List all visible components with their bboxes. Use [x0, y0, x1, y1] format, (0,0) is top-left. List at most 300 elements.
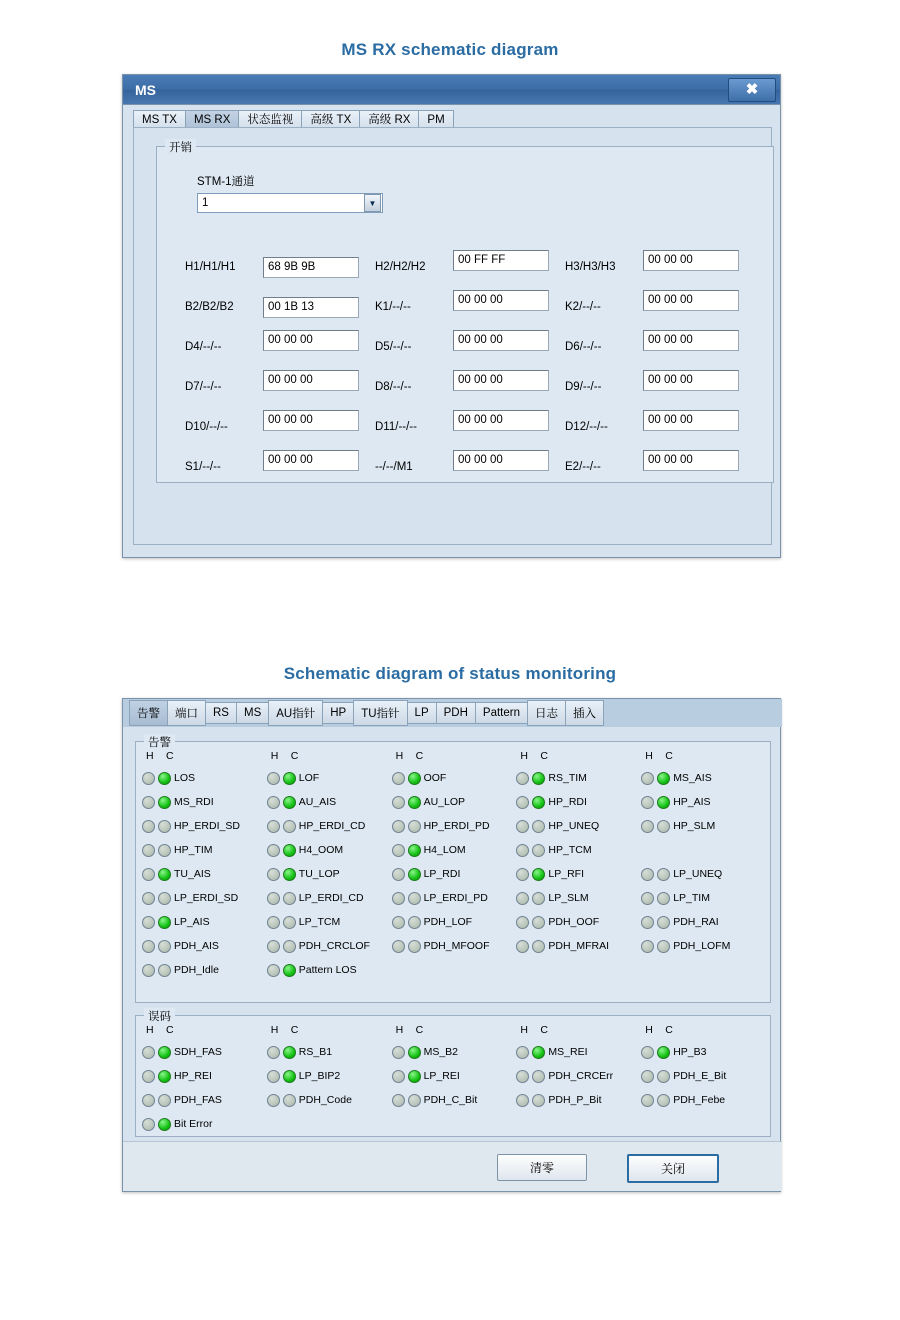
overhead-value[interactable]: 00 00 00 — [263, 450, 359, 471]
current-led-icon — [408, 1070, 421, 1083]
tab-advanced-tx[interactable]: 高级 TX — [301, 110, 360, 131]
header-c: C — [166, 750, 174, 762]
current-led-icon — [283, 964, 296, 977]
led-cell — [641, 868, 766, 881]
led-label: HP_AIS — [673, 796, 711, 808]
led-cell — [641, 1046, 766, 1059]
overhead-value[interactable]: 00 1B 13 — [263, 297, 359, 318]
current-led-icon — [158, 868, 171, 881]
led-label: HP_TCM — [548, 844, 592, 856]
overhead-label: B2/B2/B2 — [185, 301, 234, 313]
error-led-grid — [142, 1024, 766, 1136]
overhead-label: D8/--/-- — [375, 381, 412, 393]
current-led-icon — [283, 940, 296, 953]
overhead-value[interactable]: 00 00 00 — [453, 290, 549, 311]
overhead-row — [185, 447, 755, 487]
header-c: C — [415, 1024, 424, 1036]
overhead-row — [185, 407, 755, 447]
led-row — [142, 1088, 766, 1112]
current-led-icon — [283, 1046, 296, 1059]
history-led-icon — [516, 844, 529, 857]
current-led-icon — [657, 940, 670, 953]
history-led-icon — [142, 1118, 155, 1131]
led-label: TU_AIS — [174, 868, 211, 880]
current-led-icon — [158, 820, 171, 833]
led-label: LP_ERDI_PD — [423, 892, 488, 904]
led-cell — [516, 772, 641, 785]
history-led-icon — [142, 844, 155, 857]
led-row — [142, 886, 766, 910]
led-column-header — [142, 750, 267, 766]
tab-insert[interactable]: 插入 — [565, 700, 604, 726]
history-led-icon — [392, 1070, 405, 1083]
stm-channel-label: STM-1通道 — [197, 176, 255, 188]
overhead-value[interactable]: 00 00 00 — [453, 410, 549, 431]
overhead-groupbox — [156, 142, 774, 483]
led-label: AU_LOP — [423, 796, 466, 808]
led-column-header — [142, 1024, 267, 1040]
current-led-icon — [532, 892, 545, 905]
led-label: HP_RDI — [548, 796, 587, 808]
header-c: C — [290, 1024, 299, 1036]
current-led-icon — [283, 772, 296, 785]
ms-rx-titlebar — [123, 75, 780, 105]
error-groupbox — [135, 1011, 771, 1137]
led-cell — [142, 1070, 267, 1083]
header-h: H — [645, 1024, 653, 1036]
history-led-icon — [641, 1070, 654, 1083]
overhead-value[interactable]: 00 00 00 — [263, 330, 359, 351]
history-led-icon — [267, 844, 280, 857]
current-led-icon — [657, 1070, 670, 1083]
overhead-field-d6 — [565, 330, 755, 365]
current-led-icon — [532, 844, 545, 857]
tab-alarm[interactable]: 告警 — [129, 700, 168, 726]
led-row — [142, 814, 766, 838]
history-led-icon — [267, 868, 280, 881]
led-label: LP_TCM — [298, 916, 341, 928]
tab-status-monitor[interactable]: 状态监视 — [238, 110, 302, 131]
current-led-icon — [657, 796, 670, 809]
current-led-icon — [158, 1070, 171, 1083]
led-cell — [392, 1046, 517, 1059]
led-cell — [516, 1046, 641, 1059]
led-row — [142, 1040, 766, 1064]
tab-hp[interactable]: HP — [322, 702, 354, 724]
history-led-icon — [641, 1046, 654, 1059]
led-label: RS_B1 — [298, 1046, 333, 1058]
led-cell — [267, 1094, 392, 1107]
overhead-field-d5 — [375, 330, 565, 365]
led-label: SDH_FAS — [174, 1046, 222, 1058]
status-footer — [123, 1141, 782, 1191]
overhead-label: E2/--/-- — [565, 461, 601, 473]
led-cell — [267, 772, 392, 785]
led-cell — [142, 892, 267, 905]
status-caption: Schematic diagram of status monitoring — [283, 664, 617, 683]
current-led-icon — [532, 940, 545, 953]
led-label: MS_RDI — [174, 796, 214, 808]
led-column-header — [267, 1024, 392, 1040]
clear-button[interactable]: 清零 — [497, 1154, 587, 1181]
led-cell — [392, 844, 517, 857]
led-column-header — [641, 750, 766, 766]
history-led-icon — [516, 892, 529, 905]
chevron-down-icon[interactable]: ▼ — [364, 194, 381, 212]
led-cell — [392, 772, 517, 785]
current-led-icon — [158, 844, 171, 857]
led-cell — [267, 940, 392, 953]
ms-rx-dialog — [122, 74, 781, 558]
overhead-group-label: 开销 — [165, 139, 196, 155]
header-h: H — [520, 750, 528, 762]
current-led-icon — [657, 1046, 670, 1059]
current-led-icon — [532, 1094, 545, 1107]
led-cell — [142, 1046, 267, 1059]
overhead-label: --/--/M1 — [375, 461, 413, 473]
current-led-icon — [532, 868, 545, 881]
tab-lp[interactable]: LP — [407, 702, 437, 724]
history-led-icon — [142, 796, 155, 809]
overhead-label: K2/--/-- — [565, 301, 601, 313]
overhead-field-d8 — [375, 370, 565, 405]
led-cell — [641, 796, 766, 809]
overhead-value[interactable]: 00 00 00 — [643, 250, 739, 271]
history-led-icon — [267, 820, 280, 833]
led-cell — [641, 940, 766, 953]
overhead-field-s1 — [185, 450, 375, 485]
history-led-icon — [267, 892, 280, 905]
header-h: H — [146, 1024, 154, 1036]
led-row — [142, 910, 766, 934]
status-tabstrip — [123, 699, 782, 727]
error-group-label: 误码 — [144, 1008, 175, 1024]
current-led-icon — [158, 1046, 171, 1059]
led-label: LP_RFI — [548, 868, 584, 880]
overhead-label: D9/--/-- — [565, 381, 602, 393]
current-led-icon — [657, 820, 670, 833]
tab-ms-rx[interactable]: MS RX — [185, 110, 239, 131]
tab-pdh[interactable]: PDH — [436, 702, 476, 724]
current-led-icon — [532, 1046, 545, 1059]
led-label: PDH_E_Bit — [673, 1070, 727, 1082]
current-led-icon — [657, 1094, 670, 1107]
tab-ms[interactable]: MS — [236, 702, 269, 724]
history-led-icon — [516, 868, 529, 881]
led-row — [142, 838, 766, 862]
led-cell — [516, 844, 641, 857]
led-cell — [641, 1094, 766, 1107]
led-label: LP_ERDI_SD — [174, 892, 239, 904]
msrx-caption: MS RX schematic diagram — [341, 40, 559, 59]
history-led-icon — [641, 796, 654, 809]
overhead-value[interactable]: 00 00 00 — [643, 290, 739, 311]
history-led-icon — [516, 820, 529, 833]
history-led-icon — [516, 1070, 529, 1083]
led-cell — [392, 1094, 517, 1107]
led-cell — [516, 1070, 641, 1083]
led-cell — [392, 820, 517, 833]
led-cell — [392, 916, 517, 929]
led-label: LP_AIS — [174, 916, 210, 928]
close-icon[interactable]: ✖ — [728, 78, 776, 102]
history-led-icon — [142, 964, 155, 977]
led-cell — [392, 892, 517, 905]
led-label: MS_REI — [548, 1046, 588, 1058]
led-cell — [516, 916, 641, 929]
overhead-field-h2 — [375, 250, 565, 285]
current-led-icon — [408, 1094, 421, 1107]
led-column-header — [641, 1024, 766, 1040]
history-led-icon — [392, 868, 405, 881]
history-led-icon — [267, 1094, 280, 1107]
led-label: H4_LOM — [423, 844, 466, 856]
current-led-icon — [158, 1094, 171, 1107]
header-h: H — [395, 1024, 404, 1036]
led-cell — [267, 916, 392, 929]
overhead-label: H1/H1/H1 — [185, 261, 236, 273]
led-label: HP_ERDI_CD — [298, 820, 366, 832]
tab-rs[interactable]: RS — [205, 702, 237, 724]
history-led-icon — [516, 940, 529, 953]
overhead-row — [185, 367, 755, 407]
led-cell — [641, 892, 766, 905]
led-cell — [142, 796, 267, 809]
header-h: H — [270, 1024, 279, 1036]
led-cell — [267, 964, 392, 977]
led-label: PDH_MFRAI — [548, 940, 610, 952]
tab-ms-tx[interactable]: MS TX — [133, 110, 186, 131]
history-led-icon — [641, 916, 654, 929]
led-cell — [641, 820, 766, 833]
overhead-field-e2 — [565, 450, 755, 485]
overhead-value[interactable]: 00 00 00 — [263, 370, 359, 391]
current-led-icon — [158, 772, 171, 785]
tab-pattern[interactable]: Pattern — [475, 702, 528, 724]
current-led-icon — [532, 1070, 545, 1083]
led-column-header — [392, 750, 517, 766]
led-label: PDH_OOF — [548, 916, 600, 928]
history-led-icon — [267, 772, 280, 785]
led-row — [142, 1064, 766, 1088]
led-label: LP_BIP2 — [298, 1070, 341, 1082]
current-led-icon — [657, 892, 670, 905]
led-cell — [142, 772, 267, 785]
led-label: LP_REI — [423, 1070, 460, 1082]
led-column-header — [516, 750, 641, 766]
history-led-icon — [641, 940, 654, 953]
led-cell — [267, 1070, 392, 1083]
led-label: MS_AIS — [673, 772, 712, 784]
close-button[interactable]: 关闭 — [627, 1154, 719, 1183]
history-led-icon — [267, 916, 280, 929]
header-h: H — [270, 750, 279, 762]
overhead-field-h3 — [565, 250, 755, 285]
led-label: TU_LOP — [298, 868, 340, 880]
overhead-value[interactable]: 68 9B 9B — [263, 257, 359, 278]
overhead-value[interactable]: 00 00 00 — [643, 330, 739, 351]
overhead-value[interactable]: 00 00 00 — [643, 370, 739, 391]
history-led-icon — [641, 772, 654, 785]
led-label: LP_UNEQ — [673, 868, 723, 880]
overhead-value[interactable]: 00 00 00 — [643, 410, 739, 431]
led-label: HP_B3 — [673, 1046, 707, 1058]
tab-log[interactable]: 日志 — [527, 700, 566, 726]
history-led-icon — [641, 820, 654, 833]
current-led-icon — [408, 940, 421, 953]
led-cell — [392, 1070, 517, 1083]
tab-advanced-rx[interactable]: 高级 RX — [359, 110, 419, 131]
led-label: HP_UNEQ — [548, 820, 600, 832]
tab-tu-pointer[interactable]: TU指针 — [353, 700, 407, 726]
current-led-icon — [532, 772, 545, 785]
overhead-field-m1 — [375, 450, 565, 485]
overhead-field-k1 — [375, 290, 565, 325]
led-cell — [392, 868, 517, 881]
current-led-icon — [158, 964, 171, 977]
tab-au-pointer[interactable]: AU指针 — [268, 700, 323, 726]
overhead-label: D11/--/-- — [375, 421, 417, 433]
led-label: PDH_Idle — [174, 964, 219, 976]
led-label: LP_RDI — [423, 868, 461, 880]
led-row — [142, 862, 766, 886]
led-cell — [392, 940, 517, 953]
overhead-value[interactable]: 00 00 00 — [263, 410, 359, 431]
overhead-label: H2/H2/H2 — [375, 261, 426, 273]
led-label: PDH_FAS — [174, 1094, 222, 1106]
current-led-icon — [657, 916, 670, 929]
history-led-icon — [392, 940, 405, 953]
alarm-group-label: 告警 — [144, 734, 175, 750]
overhead-label: H3/H3/H3 — [565, 261, 616, 273]
led-cell — [641, 772, 766, 785]
led-label: HP_ERDI_PD — [423, 820, 490, 832]
stm-channel-select[interactable] — [197, 193, 383, 213]
led-column-header — [516, 1024, 641, 1040]
alarm-groupbox — [135, 737, 771, 1003]
led-row — [142, 766, 766, 790]
led-label: PDH_LOF — [423, 916, 473, 928]
overhead-field-h1 — [185, 257, 375, 278]
overhead-value[interactable]: 00 FF FF — [453, 250, 549, 271]
led-label: PDH_CRCErr — [548, 1070, 614, 1082]
led-cell — [267, 868, 392, 881]
alarm-led-grid — [142, 750, 766, 982]
led-label: LP_ERDI_CD — [298, 892, 364, 904]
led-label: LOS — [174, 772, 196, 784]
current-led-icon — [283, 1094, 296, 1107]
overhead-value[interactable]: 00 00 00 — [453, 370, 549, 391]
overhead-field-d9 — [565, 370, 755, 405]
led-label: LP_TIM — [673, 892, 710, 904]
overhead-label: D4/--/-- — [185, 341, 222, 353]
current-led-icon — [657, 772, 670, 785]
header-c: C — [665, 1024, 673, 1036]
led-cell — [142, 820, 267, 833]
stm-channel-value: 1 — [202, 197, 209, 209]
history-led-icon — [516, 796, 529, 809]
current-led-icon — [408, 916, 421, 929]
led-cell — [142, 1094, 267, 1107]
led-label: LP_SLM — [548, 892, 589, 904]
overhead-label: D12/--/-- — [565, 421, 608, 433]
history-led-icon — [267, 1046, 280, 1059]
history-led-icon — [392, 796, 405, 809]
header-h: H — [520, 1024, 528, 1036]
led-cell — [267, 820, 392, 833]
overhead-value[interactable]: 00 00 00 — [453, 450, 549, 471]
header-c: C — [166, 1024, 174, 1036]
current-led-icon — [158, 940, 171, 953]
overhead-label: D7/--/-- — [185, 381, 222, 393]
history-led-icon — [142, 1046, 155, 1059]
led-row — [142, 1112, 766, 1136]
tab-pm[interactable]: PM — [418, 110, 453, 131]
current-led-icon — [408, 796, 421, 809]
led-cell — [267, 1046, 392, 1059]
led-cell — [267, 796, 392, 809]
current-led-icon — [408, 892, 421, 905]
led-row — [142, 958, 766, 982]
led-cell — [641, 1070, 766, 1083]
history-led-icon — [142, 772, 155, 785]
current-led-icon — [408, 868, 421, 881]
led-label: HP_SLM — [673, 820, 716, 832]
current-led-icon — [408, 772, 421, 785]
overhead-field-b2 — [185, 297, 375, 318]
overhead-field-d11 — [375, 410, 565, 445]
led-label: Bit Error — [174, 1118, 213, 1130]
current-led-icon — [283, 916, 296, 929]
current-led-icon — [158, 916, 171, 929]
overhead-value[interactable]: 00 00 00 — [643, 450, 739, 471]
header-c: C — [665, 750, 673, 762]
history-led-icon — [142, 916, 155, 929]
led-cell — [267, 892, 392, 905]
current-led-icon — [158, 892, 171, 905]
history-led-icon — [392, 772, 405, 785]
led-label: PDH_Febe — [673, 1094, 726, 1106]
current-led-icon — [532, 796, 545, 809]
header-h: H — [395, 750, 404, 762]
current-led-icon — [283, 820, 296, 833]
led-label: PDH_RAI — [673, 916, 719, 928]
current-led-icon — [408, 1046, 421, 1059]
overhead-field-d4 — [185, 330, 375, 365]
overhead-value[interactable]: 00 00 00 — [453, 330, 549, 351]
header-c: C — [415, 750, 424, 762]
current-led-icon — [283, 844, 296, 857]
led-column-header — [267, 750, 392, 766]
history-led-icon — [267, 796, 280, 809]
history-led-icon — [392, 1046, 405, 1059]
current-led-icon — [532, 820, 545, 833]
overhead-label: S1/--/-- — [185, 461, 221, 473]
history-led-icon — [392, 844, 405, 857]
led-row — [142, 790, 766, 814]
led-cell — [516, 940, 641, 953]
led-cell — [142, 1118, 267, 1131]
led-label: PDH_AIS — [174, 940, 219, 952]
led-cell — [142, 916, 267, 929]
led-label: PDH_C_Bit — [423, 1094, 478, 1106]
led-label: PDH_P_Bit — [548, 1094, 602, 1106]
current-led-icon — [283, 1070, 296, 1083]
led-label: AU_AIS — [298, 796, 337, 808]
header-h: H — [645, 750, 653, 762]
tab-port[interactable]: 端口 — [167, 700, 206, 726]
led-cell — [516, 820, 641, 833]
